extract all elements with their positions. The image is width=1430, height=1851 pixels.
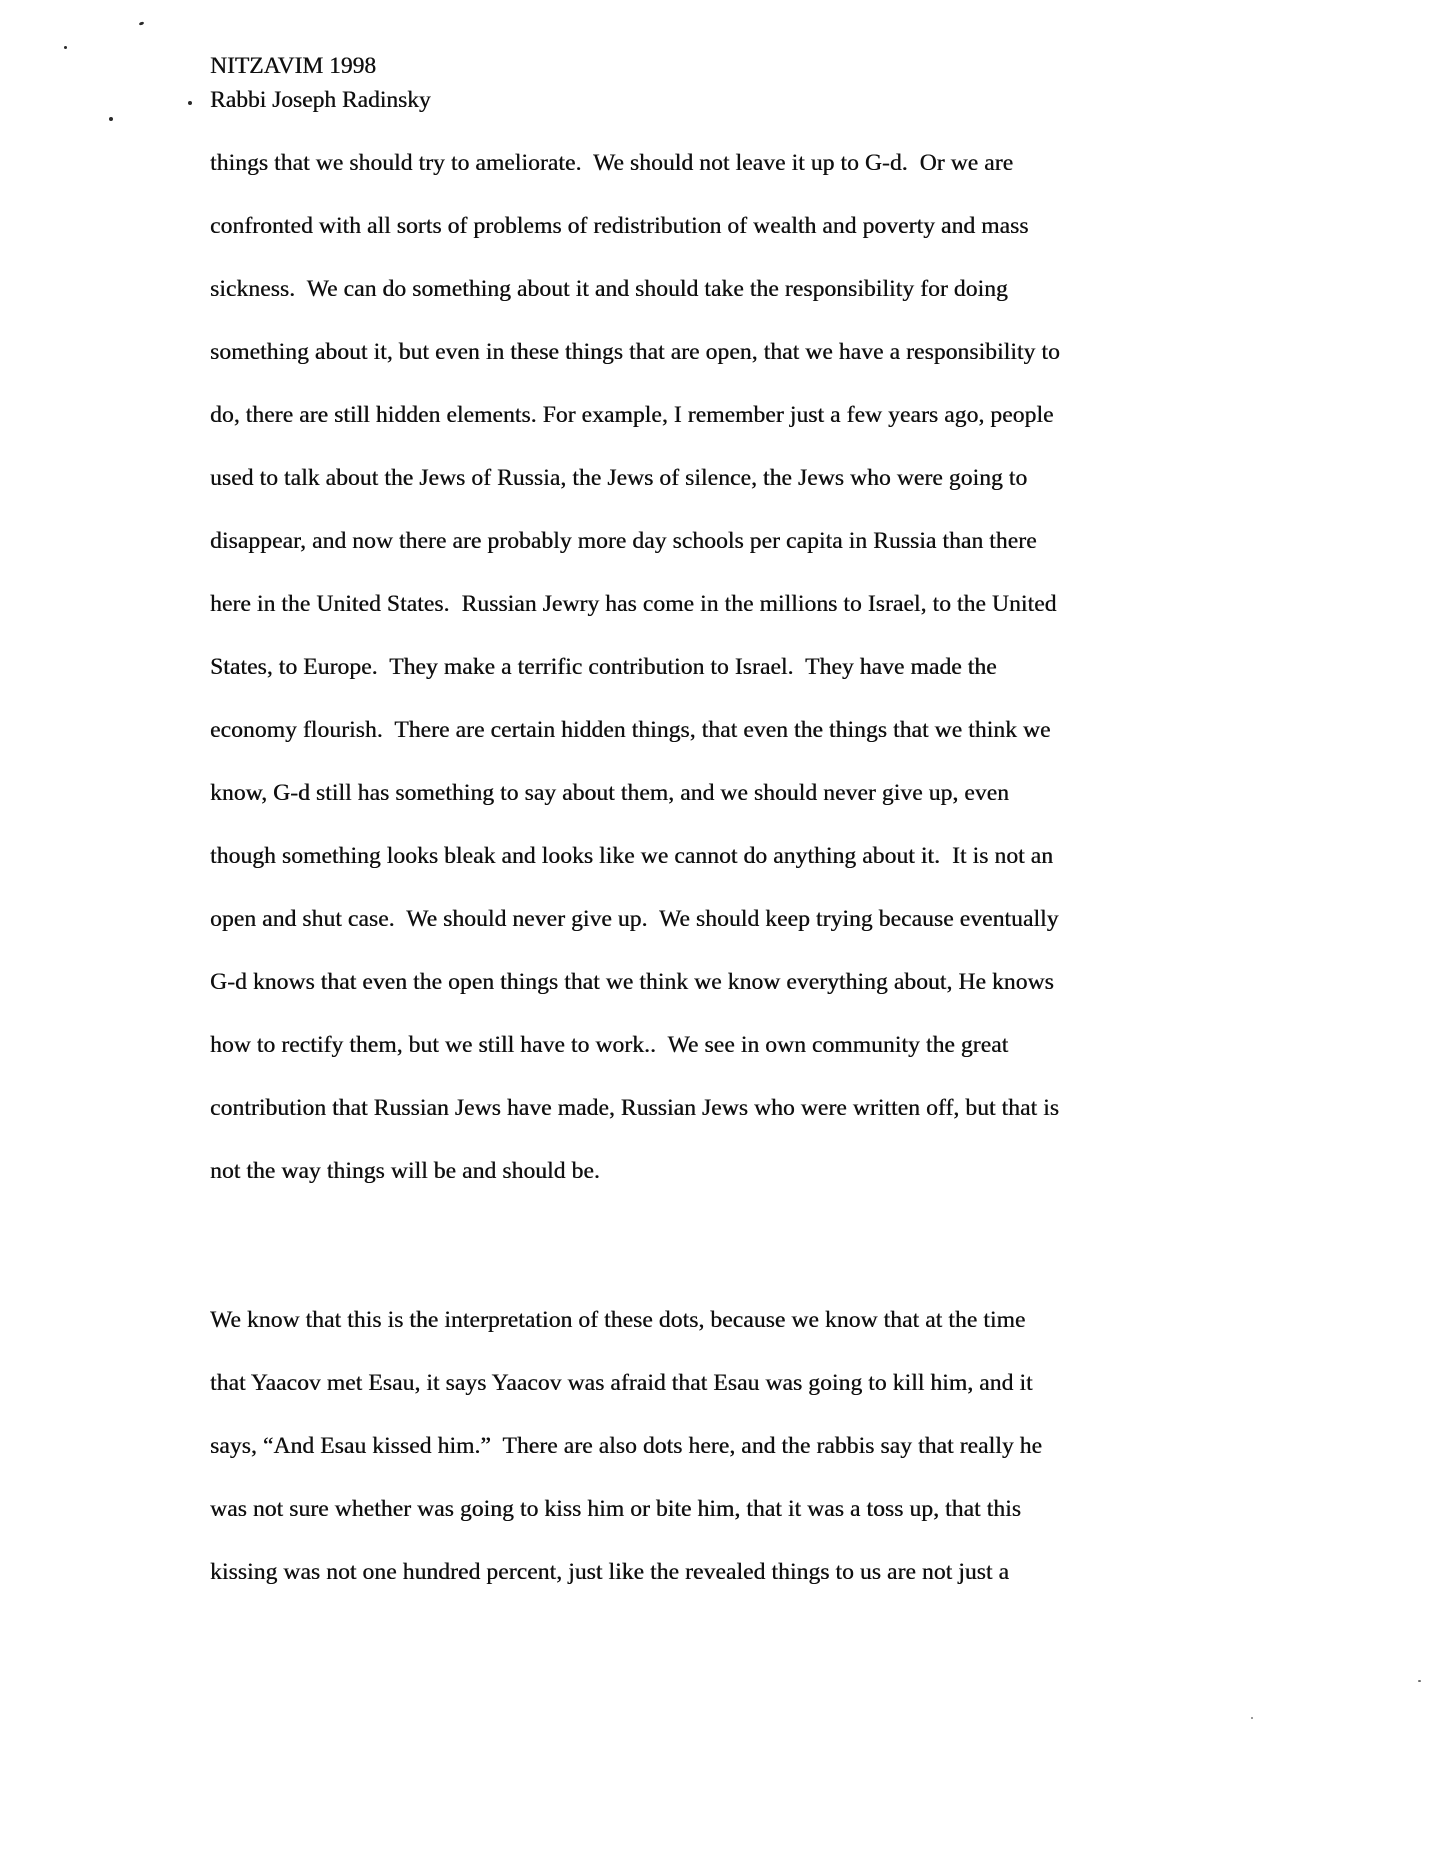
text-line: G-d knows that even the open things that we think we know everything about, He knows [210,969,1054,995]
text-line: disappear, and now there are probably more day schools per capita in Russia than there [210,528,1037,554]
text-line: here in the United States. Russian Jewry has come in the millions to Israel, to the United [210,591,1057,617]
paragraph-1 [210,132,1060,1203]
text-line: not the way things will be and should be. [210,1158,600,1184]
document-author: Rabbi Joseph Radinsky [210,87,431,113]
text-line: was not sure whether was going to kiss him or bite him, that it was a toss up, that this [210,1496,1021,1522]
text-line: do, there are still hidden elements. For example, I remember just a few years ago, people [210,402,1054,428]
document-header [210,49,431,117]
scan-speck [1251,1717,1253,1719]
scan-speck [139,21,145,26]
scan-speck [188,101,192,105]
text-line: says, “And Esau kissed him.” There are also dots here, and the rabbis say that really he [210,1433,1043,1459]
text-line: that Yaacov met Esau, it says Yaacov was afraid that Esau was going to kill him, and it [210,1370,1033,1396]
text-line: States, to Europe. They make a terrific contribution to Israel. They have made the [210,654,997,680]
text-line: sickness. We can do something about it and should take the responsibility for doing [210,276,1008,302]
scan-speck [1418,1680,1421,1682]
text-line: used to talk about the Jews of Russia, the Jews of silence, the Jews who were going to [210,465,1028,491]
text-line: confronted with all sorts of problems of redistribution of wealth and poverty and mass [210,213,1029,239]
text-line: things that we should try to ameliorate. We should not leave it up to G-d. Or we are [210,150,1014,176]
text-line: open and shut case. We should never give up. We should keep trying because eventually [210,906,1059,932]
text-line: something about it, but even in these things that are open, that we have a responsibility to [210,339,1060,365]
text-line: how to rectify them, but we still have to work.. We see in own community the great [210,1032,1009,1058]
paragraph-2 [210,1289,1042,1604]
text-line: contribution that Russian Jews have made, Russian Jews who were written off, but that is [210,1095,1060,1121]
text-line: though something looks bleak and looks like we cannot do anything about it. It is not an [210,843,1054,869]
scan-speck [109,117,113,121]
scan-speck [64,46,67,49]
document-title: NITZAVIM 1998 [210,53,377,79]
text-line: We know that this is the interpretation of these dots, because we know that at the time [210,1307,1026,1333]
text-line: kissing was not one hundred percent, just like the revealed things to us are not just a [210,1559,1010,1585]
text-line: economy flourish. There are certain hidden things, that even the things that we think we [210,717,1051,743]
text-line: know, G-d still has something to say about them, and we should never give up, even [210,780,1010,806]
